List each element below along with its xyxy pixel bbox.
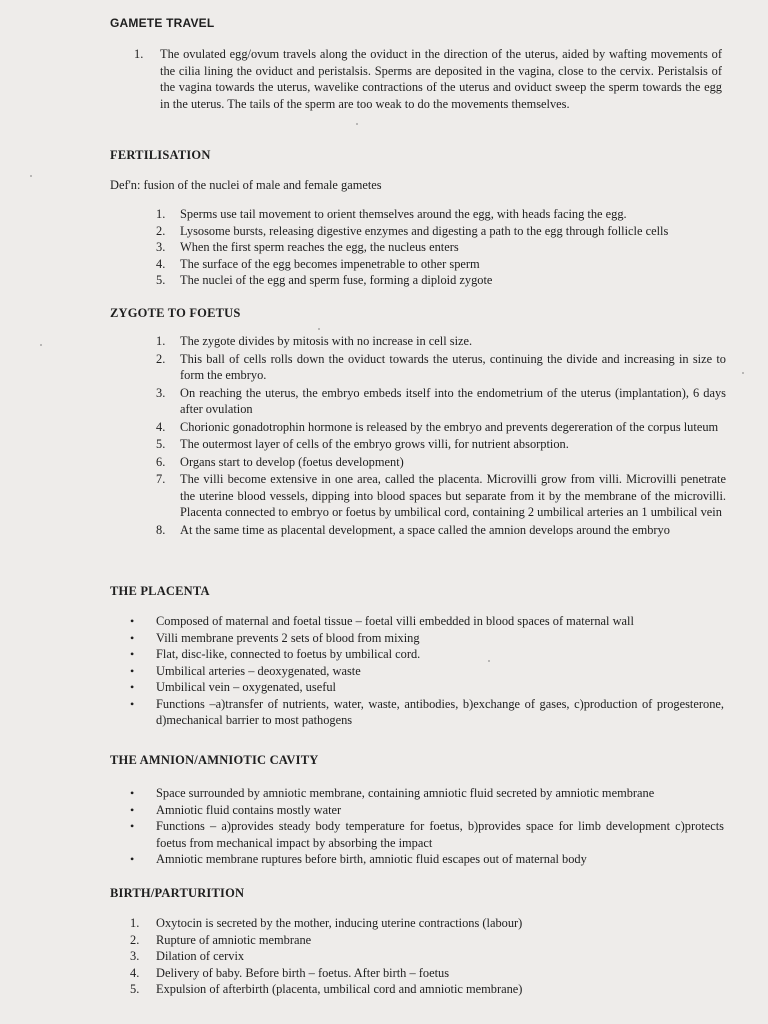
list-item-text: Umbilical arteries – deoxygenated, waste (156, 663, 361, 678)
list-item-text: This ball of cells rolls down the oviduct towards the uterus, continuing the divide and increasing in size to form the embryo. (180, 351, 726, 382)
list-item (130, 630, 724, 647)
list-item (156, 471, 726, 521)
bullet-icon: • (130, 680, 135, 694)
bullet-icon: • (130, 819, 135, 833)
list-item (156, 419, 726, 436)
list-item (130, 679, 724, 696)
list-item (130, 818, 724, 851)
bullet-icon: • (130, 852, 135, 866)
list-marker: 1. (156, 207, 166, 221)
list-item (130, 802, 724, 819)
list-item-text: Flat, disc-like, connected to foetus by umbilical cord. (156, 647, 421, 661)
list-item-text: When the first sperm reaches the egg, the nucleus enters (180, 240, 459, 254)
list-item (130, 646, 724, 663)
scan-speck (40, 344, 42, 346)
list-item (130, 696, 724, 729)
scan-speck (30, 175, 32, 177)
list-item (130, 663, 724, 680)
bullet-icon: • (130, 802, 135, 817)
list-item (130, 851, 724, 868)
list-marker: 2. (156, 223, 166, 238)
list-item-text: The ovulated egg/ovum travels along the oviduct in the direction of the uterus, aided by wafting movements of the cilia lining the oviduct and peristalsis. Sperms are deposited in the vagina, close to the cervix. Peristalsis of the vagina towards the uterus, wavelike contractions of the uterus and oviduct sweep the sperm towards the egg in the uterus. The tails of the sperm are too weak to do the movements themselves. (160, 47, 722, 111)
definition-text: Def'n: fusion of the nuclei of male and female gametes (110, 178, 382, 192)
scan-speck (356, 123, 358, 125)
list-marker: 1. (156, 334, 166, 348)
section-title-placenta: THE PLACENTA (110, 584, 210, 598)
list-marker: 2. (130, 932, 140, 947)
list-item (156, 333, 726, 350)
list-item (156, 272, 700, 289)
list-marker: 5. (156, 273, 166, 287)
bullet-icon: • (130, 786, 135, 800)
list-item (130, 965, 716, 982)
list-marker: 3. (156, 240, 166, 254)
list-marker: 1. (130, 916, 140, 930)
list-item (134, 46, 722, 112)
list-item-text: Chorionic gonadotrophin hormone is released by the embryo and prevents degereration of the corpus luteum (180, 419, 719, 434)
list-item (130, 981, 716, 998)
section-title-fertilisation: FERTILISATION (110, 148, 211, 162)
scan-speck (318, 328, 320, 330)
list-marker: 6. (156, 454, 166, 469)
list-marker: 4. (156, 256, 166, 271)
scan-speck (742, 372, 744, 374)
scan-speck (488, 660, 490, 662)
list-item-text: Oxytocin is secreted by the mother, inducing uterine contractions (labour) (156, 916, 523, 930)
section-title-amnion: THE AMNION/AMNIOTIC CAVITY (110, 753, 319, 767)
bullet-icon: • (130, 614, 135, 628)
list-item-text: Amniotic membrane ruptures before birth, amniotic fluid escapes out of maternal body (156, 852, 587, 866)
placenta-list (130, 613, 724, 729)
list-item (156, 223, 700, 240)
bullet-icon: • (130, 630, 135, 645)
list-item (156, 206, 700, 223)
fertilisation-list (156, 206, 700, 289)
list-item (156, 239, 700, 256)
list-item (130, 785, 724, 802)
list-item-text: Functions –a)transfer of nutrients, water, waste, antibodies, b)exchange of gases, c)production of progesterone, d)mechanical barrier to most pathogens (156, 696, 724, 727)
list-marker: 1. (134, 47, 144, 61)
list-item-text: Villi membrane prevents 2 sets of blood from mixing (156, 630, 420, 645)
list-item (130, 932, 716, 949)
list-item-text: Composed of maternal and foetal tissue – foetal villi embedded in blood spaces of maternal wall (156, 614, 634, 628)
list-item (130, 613, 724, 630)
list-marker: 3. (156, 385, 166, 400)
list-marker: 5. (130, 982, 140, 996)
list-item (156, 436, 726, 453)
list-item-text: Functions – a)provides steady body temperature for foetus, b)provides space for limb development c)protects foetus from mechanical impact by absorbing the impact (156, 819, 724, 850)
list-item-text: Dilation of cervix (156, 949, 245, 963)
amnion-list (130, 785, 724, 868)
list-item-text: Lysosome bursts, releasing digestive enzymes and digesting a path to the egg through follicle cells (180, 223, 669, 238)
gamete-travel-list (134, 46, 722, 112)
list-item-text: Organs start to develop (foetus development) (180, 454, 404, 469)
list-item (156, 351, 726, 384)
bullet-icon: • (130, 696, 135, 711)
list-item (156, 256, 700, 273)
bullet-icon: • (130, 663, 135, 678)
list-item-text: Delivery of baby. Before birth – foetus. After birth – foetus (156, 965, 450, 980)
list-item (156, 454, 726, 471)
list-marker: 3. (130, 949, 140, 963)
zygote-to-foetus-list (156, 333, 726, 539)
list-item-text: Sperms use tail movement to orient themselves around the egg, with heads facing the egg. (180, 207, 627, 221)
list-item-text: The villi become extensive in one area, called the placenta. Microvilli grow from villi. Microvilli penetrate the uterine blood vessels, dipping into blood spaces but separate from it by the membrane of the microvilli. Placenta connected to embryo or foetus by umbilical cord, containing 2 umbilical arteries an 1 umbilical vein (180, 472, 726, 519)
list-item-text: Umbilical vein – oxygenated, useful (156, 680, 336, 694)
list-marker: 8. (156, 522, 166, 537)
list-item-text: At the same time as placental development, a space called the amnion develops around the embryo (180, 522, 670, 537)
list-item-text: The nuclei of the egg and sperm fuse, forming a diploid zygote (180, 273, 493, 287)
list-marker: 7. (156, 472, 166, 486)
list-item-text: On reaching the uterus, the embryo embeds itself into the endometrium of the uterus (implantation), 6 days after ovulation (180, 385, 726, 416)
list-marker: 4. (130, 965, 140, 980)
list-item (130, 915, 716, 932)
section-title-birth: BIRTH/PARTURITION (110, 886, 245, 900)
list-item-text: The zygote divides by mitosis with no increase in cell size. (180, 334, 473, 348)
list-marker: 2. (156, 351, 166, 366)
list-item-text: Amniotic fluid contains mostly water (156, 802, 342, 817)
list-marker: 5. (156, 437, 166, 451)
list-item-text: Expulsion of afterbirth (placenta, umbilical cord and amniotic membrane) (156, 982, 523, 996)
list-item (156, 522, 726, 539)
bullet-icon: • (130, 647, 135, 661)
list-item-text: Space surrounded by amniotic membrane, containing amniotic fluid secreted by amniotic membrane (156, 786, 655, 800)
list-marker: 4. (156, 419, 166, 434)
list-item-text: The outermost layer of cells of the embryo grows villi, for nutrient absorption. (180, 437, 569, 451)
list-item (156, 385, 726, 418)
list-item-text: The surface of the egg becomes impenetrable to other sperm (180, 256, 480, 271)
section-title-zygote-to-foetus: ZYGOTE TO FOETUS (110, 306, 241, 320)
birth-list (130, 915, 716, 998)
list-item-text: Rupture of amniotic membrane (156, 932, 312, 947)
section-title-gamete-travel: GAMETE TRAVEL (110, 16, 215, 30)
list-item (130, 948, 716, 965)
